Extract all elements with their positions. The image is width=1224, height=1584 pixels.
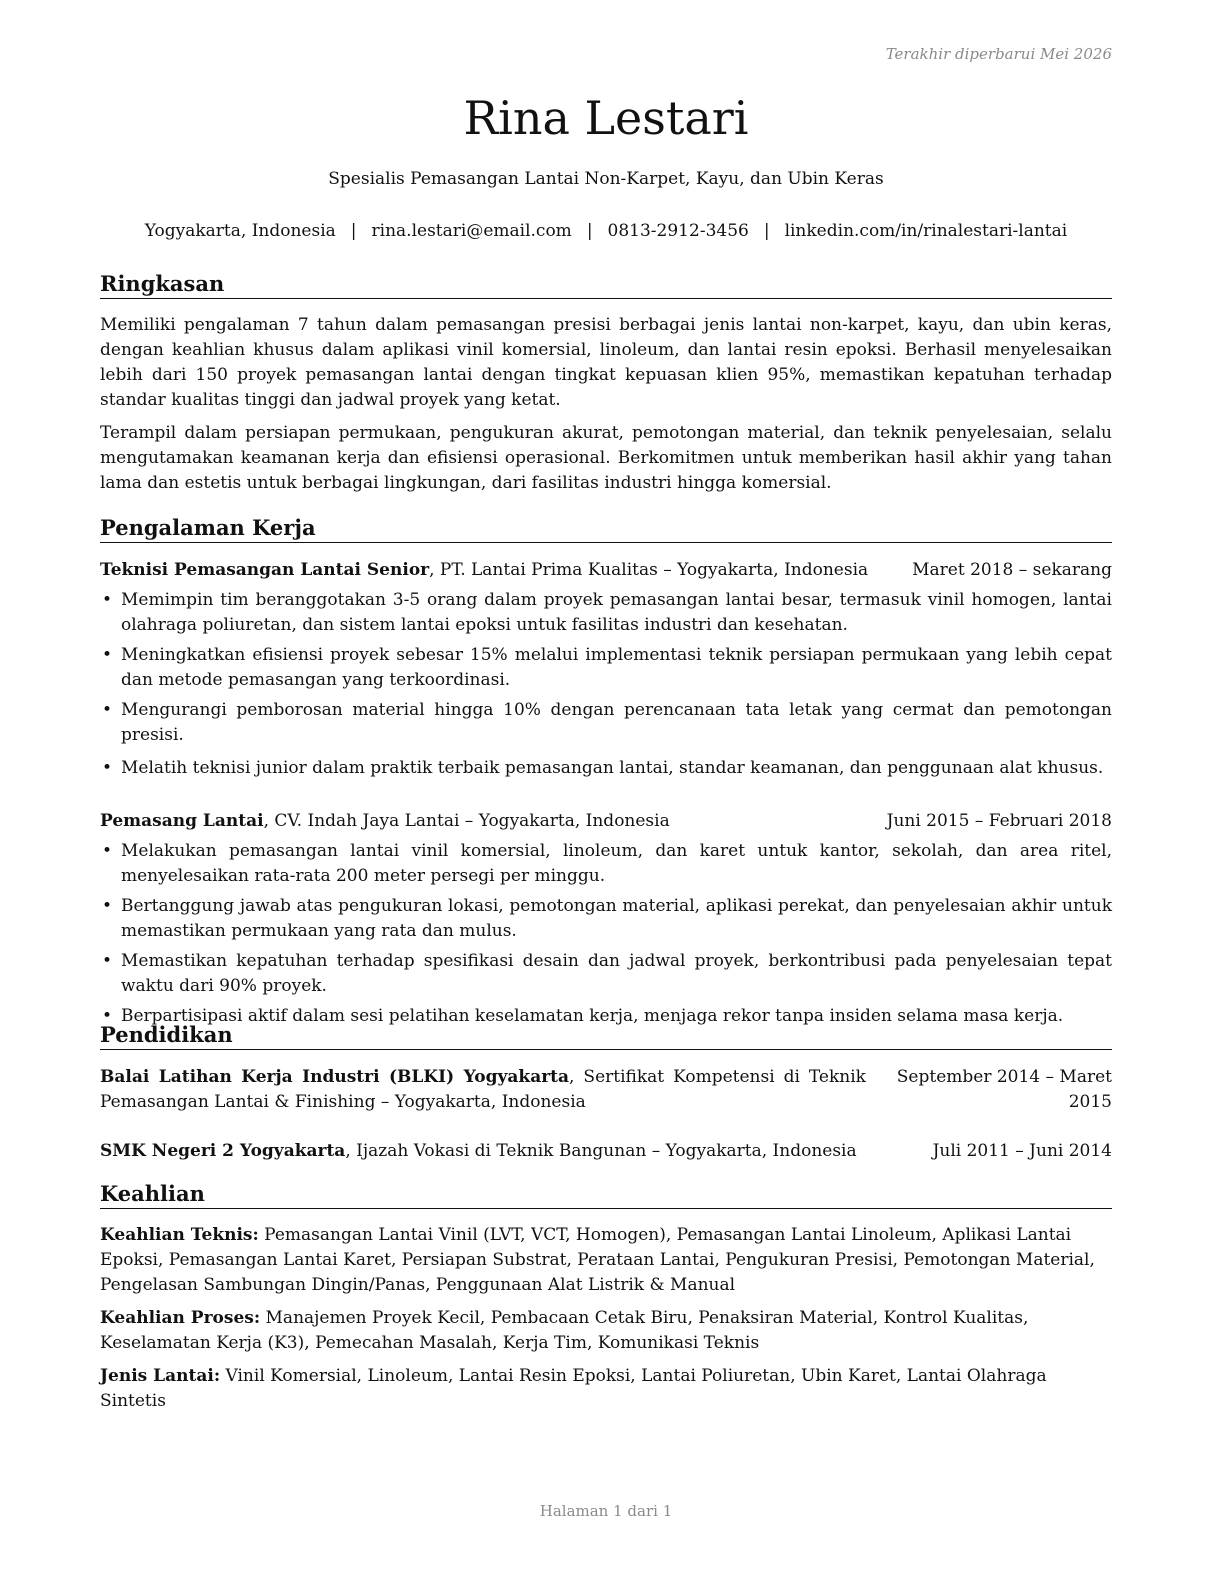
list-item bbox=[100, 698, 1112, 748]
summary-paragraph: Terampil dalam persiapan permukaan, pengukuran akurat, pemotongan material, dan teknik penyelesaian, selalu mengutamakan keamanan kerja dan efisiensi operasional. Berkomitmen untuk memberikan hasil akhir yang tahan lama dan estetis untuk berbagai lingkungan, dari fasilitas industri hingga komersial. bbox=[100, 423, 1112, 493]
bullet-text: Berpartisipasi aktif dalam sesi pelatihan keselamatan kerja, menjaga rekor tanpa insiden selama masa kerja. bbox=[121, 1006, 1064, 1026]
bullet-icon: • bbox=[102, 758, 113, 778]
last-updated: Terakhir diperbarui Mei 2026 bbox=[885, 45, 1112, 63]
bullet-icon: • bbox=[102, 841, 113, 861]
education-entry bbox=[100, 1139, 1112, 1164]
job-dates: Maret 2018 – sekarang bbox=[912, 560, 1112, 580]
bullet-text: Memimpin tim beranggotakan 3-5 orang dalam proyek pemasangan lantai besar, termasuk vinil homogen, lantai olahraga poliuretan, dan sistem lantai epoksi untuk fasilitas industri dan kesehatan. bbox=[121, 590, 1112, 635]
job-role: Pemasang Lantai bbox=[100, 811, 264, 831]
summary-paragraph: Memiliki pengalaman 7 tahun dalam pemasangan presisi berbagai jenis lantai non-karpet, kayu, dan ubin keras, dengan keahlian khusus dalam aplikasi vinil komersial, linoleum, dan lantai resin epoksi. Berhasil menyelesaikan lebih dari 150 proyek pemasangan lantai dengan tingkat kepuasan klien 95%, memastikan kepatuhan terhadap standar kualitas tinggi dan jadwal proyek yang ketat. bbox=[100, 315, 1112, 410]
skill-text: Manajemen Proyek Kecil, Pembacaan Cetak Biru, Penaksiran Material, Kontrol Kualitas, Keselamatan Kerja (K3), Pemecahan Masalah, Kerja Tim, Komunikasi Teknis bbox=[100, 1308, 1029, 1353]
skill-label: Keahlian Teknis: bbox=[100, 1225, 259, 1245]
job-header bbox=[100, 809, 1112, 834]
school-name: SMK Negeri 2 Yogyakarta bbox=[100, 1141, 346, 1161]
section-title-experience: Pengalaman Kerja bbox=[100, 515, 1112, 543]
bullet-text: Bertanggung jawab atas pengukuran lokasi, pemotongan material, aplikasi perekat, dan penyelesaian akhir untuk memastikan permukaan yang rata dan mulus. bbox=[121, 896, 1112, 941]
list-item bbox=[100, 839, 1112, 889]
resume-page bbox=[100, 0, 1112, 1584]
section-title-skills: Keahlian bbox=[100, 1181, 1112, 1209]
contact-email[interactable]: rina.lestari@email.com bbox=[371, 221, 572, 241]
education-title-line bbox=[100, 1139, 857, 1164]
bullet-text: Meningkatkan efisiensi proyek sebesar 15% melalui implementasi teknik persiapan permukaan yang lebih cepat dan metode pemasangan yang terkoordinasi. bbox=[121, 645, 1112, 690]
contact-separator: | bbox=[586, 221, 593, 241]
education-detail: , Sertifikat Kompetensi di Teknik Pemasangan Lantai & Finishing – Yogyakarta, Indonesia bbox=[100, 1067, 866, 1112]
job-entry bbox=[100, 809, 1112, 1029]
list-item bbox=[100, 643, 1112, 693]
contact-separator: | bbox=[350, 221, 357, 241]
education-title-line bbox=[100, 1065, 866, 1115]
summary-section bbox=[100, 271, 1112, 496]
job-title-line bbox=[100, 558, 868, 583]
education-dates: September 2014 – Maret 2015 bbox=[896, 1067, 1112, 1112]
skill-group bbox=[100, 1223, 1112, 1298]
bullet-icon: • bbox=[102, 1006, 113, 1026]
bullet-icon: • bbox=[102, 700, 113, 720]
bullet-text: Memastikan kepatuhan terhadap spesifikasi desain dan jadwal proyek, berkontribusi pada penyelesaian tepat waktu dari 90% proyek. bbox=[121, 951, 1112, 996]
skill-group bbox=[100, 1364, 1112, 1414]
bullet-text: Melakukan pemasangan lantai vinil komersial, linoleum, dan karet untuk kantor, sekolah, dan area ritel, menyelesaikan rata-rata 200 meter persegi per minggu. bbox=[121, 841, 1112, 886]
skill-text: Pemasangan Lantai Vinil (LVT, VCT, Homogen), Pemasangan Lantai Linoleum, Aplikasi Lantai Epoksi, Pemasangan Lantai Karet, Persiapan Substrat, Perataan Lantai, Pengukuran Presisi, Pemotongan Material, Pengelasan Sambungan Dingin/Panas, Penggunaan Alat Listrik & Manual bbox=[100, 1225, 1095, 1295]
contact-linkedin[interactable]: linkedin.com/in/rinalestari-lantai bbox=[784, 221, 1068, 241]
skill-label: Jenis Lantai: bbox=[100, 1366, 221, 1386]
bullet-icon: • bbox=[102, 951, 113, 971]
job-title-line bbox=[100, 809, 670, 834]
job-header bbox=[100, 558, 1112, 583]
contact-phone: 0813-2912-3456 bbox=[607, 221, 749, 241]
list-item bbox=[100, 756, 1112, 781]
list-item bbox=[100, 588, 1112, 638]
page-footer: Halaman 1 dari 1 bbox=[539, 1502, 673, 1520]
job-org: , PT. Lantai Prima Kualitas – Yogyakarta, Indonesia bbox=[429, 560, 869, 580]
job-entry bbox=[100, 558, 1112, 781]
skills-section bbox=[100, 1181, 1112, 1414]
bullet-icon: • bbox=[102, 896, 113, 916]
education-section bbox=[100, 1022, 1112, 1164]
education-detail: , Ijazah Vokasi di Teknik Bangunan – Yogyakarta, Indonesia bbox=[345, 1141, 857, 1161]
list-item bbox=[100, 949, 1112, 999]
education-dates: Juli 2011 – Juni 2014 bbox=[932, 1141, 1112, 1161]
school-name: Balai Latihan Kerja Industri (BLKI) Yogyakarta bbox=[100, 1067, 570, 1087]
candidate-headline: Spesialis Pemasangan Lantai Non-Karpet, Kayu, dan Ubin Keras bbox=[328, 169, 884, 189]
contact-location: Yogyakarta, Indonesia bbox=[144, 221, 336, 241]
section-title-education: Pendidikan bbox=[100, 1022, 1112, 1050]
skill-group bbox=[100, 1306, 1112, 1356]
job-dates: Juni 2015 – Februari 2018 bbox=[886, 811, 1112, 831]
contact-separator: | bbox=[763, 221, 770, 241]
list-item bbox=[100, 894, 1112, 944]
bullet-icon: • bbox=[102, 645, 113, 665]
job-org: , CV. Indah Jaya Lantai – Yogyakarta, Indonesia bbox=[263, 811, 670, 831]
job-bullets bbox=[100, 588, 1112, 781]
job-role: Teknisi Pemasangan Lantai Senior bbox=[100, 560, 430, 580]
candidate-name: Rina Lestari bbox=[463, 91, 749, 145]
education-entry bbox=[100, 1065, 1112, 1115]
contact-line bbox=[100, 220, 1112, 242]
bullet-icon: • bbox=[102, 590, 113, 610]
bullet-text: Melatih teknisi junior dalam praktik terbaik pemasangan lantai, standar keamanan, dan penggunaan alat khusus. bbox=[121, 758, 1104, 778]
skill-label: Keahlian Proses: bbox=[100, 1308, 261, 1328]
section-title-summary: Ringkasan bbox=[100, 271, 1112, 299]
experience-section bbox=[100, 515, 1112, 1029]
job-bullets bbox=[100, 839, 1112, 1029]
bullet-text: Mengurangi pemborosan material hingga 10% dengan perencanaan tata letak yang cermat dan pemotongan presisi. bbox=[121, 700, 1112, 745]
skill-text: Vinil Komersial, Linoleum, Lantai Resin Epoksi, Lantai Poliuretan, Ubin Karet, Lantai Olahraga Sintetis bbox=[100, 1366, 1047, 1411]
